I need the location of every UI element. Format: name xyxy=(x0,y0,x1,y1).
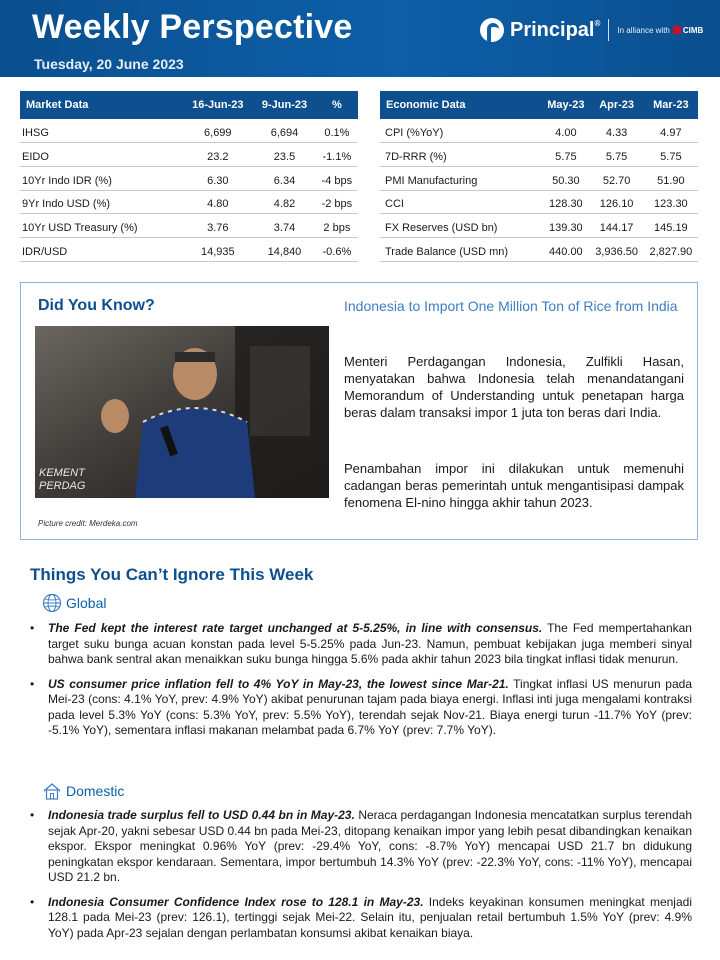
market-row-label: 10Yr USD Treasury (%) xyxy=(20,214,182,238)
domestic-news-lead: Indonesia trade surplus fell to USD 0.44 bn in May-23. xyxy=(48,808,355,822)
econ-row xyxy=(380,119,698,143)
market-data-table xyxy=(20,91,358,262)
section-title: Things You Can’t Ignore This Week xyxy=(30,565,314,584)
cimb-logo-icon xyxy=(673,26,681,34)
domestic-label: Domestic xyxy=(66,783,125,799)
market-cell: 3.74 xyxy=(253,214,315,238)
photo-text-line-2: PERDAG xyxy=(39,480,86,492)
econ-row xyxy=(380,214,698,238)
econ-cell: 5.75 xyxy=(542,143,589,167)
econ-cell: 145.19 xyxy=(644,214,698,238)
econ-cell: 3,936.50 xyxy=(589,237,643,261)
econ-header-cell: Economic Data xyxy=(380,91,542,119)
did-you-know-box xyxy=(20,282,698,540)
brand-registered-mark: ® xyxy=(594,18,601,28)
econ-cell: 126.10 xyxy=(589,190,643,214)
market-row xyxy=(20,237,358,261)
photo-credit: Picture credit: Merdeka.com xyxy=(38,519,138,528)
domestic-news-list xyxy=(30,808,692,950)
brand-logo xyxy=(480,18,703,42)
domestic-news-body: Indeks keyakinan konsumen meningkat menjadi 128.1 pada Mei-23 (prev: 126.1), tertinggi sejak Mei-22. Selain itu, penjualan retail bertumbuh 1.5% YoY (prev: 4.9% YoY) pada Apr-23 sejalan dengan perlambatan konsumsi akibat kenaikan biaya. xyxy=(48,894,692,940)
econ-table-body xyxy=(380,119,698,261)
econ-row xyxy=(380,237,698,261)
econ-row-label: CCI xyxy=(380,190,542,214)
econ-row xyxy=(380,190,698,214)
market-row xyxy=(20,166,358,190)
global-news-body: Tingkat inflasi US menurun pada Mei-23 (cons: 4.1% YoY, prev: 4.9% YoY) akibat penurunan tajam pada biaya energi. Inflasi inti juga mengalami kontraksi pada level 5.3% YoY (cons: 5.3% YoY, prev: 5.5% YoY), terendah sejak Nov-21. Biaya energi turun -11.7% YoY (prev: -5.1% YoY), sementara inflasi makanan melambat pada 6.7% YoY (prev: 7.7% YoY). xyxy=(48,676,692,737)
econ-header-cell: May-23 xyxy=(542,91,589,119)
global-news-item xyxy=(30,621,692,668)
market-cell: 3.76 xyxy=(182,214,253,238)
econ-cell: 51.90 xyxy=(644,166,698,190)
econ-header-cell: Mar-23 xyxy=(644,91,698,119)
econ-row-label: 7D-RRR (%) xyxy=(380,143,542,167)
econ-row xyxy=(380,143,698,167)
econ-row-label: CPI (%YoY) xyxy=(380,119,542,143)
market-cell: 6.30 xyxy=(182,166,253,190)
global-news-body: The Fed mempertahankan target suku bunga acuan konstan pada level 5-5.25% pada Jun-23. Namun, pembuat kebijakan juga memberi sinyal bahwa bank sentral akan menaikkan suku bunga hingga 5.6% pada akhir tahun 2023 bila tingkat inflasi tidak menurun. xyxy=(48,621,692,666)
econ-cell: 52.70 xyxy=(589,166,643,190)
did-you-know-paragraph-1: Menteri Perdagangan Indonesia, Zulfikli Hasan, menyatakan bahwa Indonesia telah menandatangani Memorandum of Understanding untuk penetapan harga beras dalam transaksi impor 1 juta ton beras dari India. xyxy=(344,354,684,420)
market-cell: -1.1% xyxy=(316,143,358,167)
market-row-label: EIDO xyxy=(20,143,182,167)
econ-row-label: FX Reserves (USD bn) xyxy=(380,214,542,238)
domestic-news-body: Neraca perdagangan Indonesia mencatatkan surplus terendah sejak Apr-20, yakni sebesar USD 0.44 bn pada Mei-23, ditopang kenaikan impor yang lebih pesat dibandingkan kenaikan ekspor. Ekspor meningkat 0.96% YoY (prev: -29.4% YoY, cons: -8.7% YoY) mencapai USD 21.7 bn didukung peningkatan ekspor kendaraan. Sementara, impor bertumbuh 14.3% YoY (prev: -22.3% YoY, cons: -11% YoY), mencapai USD 21.2 bn. xyxy=(48,808,693,884)
market-cell: 23.5 xyxy=(253,143,315,167)
page-title: Weekly Perspective xyxy=(32,8,353,46)
market-cell: 4.82 xyxy=(253,190,315,214)
domestic-subheading xyxy=(42,781,124,801)
photo-text-line-1: KEMENT xyxy=(39,467,85,479)
alliance-text: In alliance with xyxy=(617,25,670,35)
market-cell: -2 bps xyxy=(316,190,358,214)
econ-row-label: Trade Balance (USD mn) xyxy=(380,237,542,261)
global-label: Global xyxy=(66,595,107,611)
market-cell: 6,694 xyxy=(253,119,315,143)
speaker-photo-illustration xyxy=(35,326,329,498)
econ-table-header xyxy=(380,91,698,119)
econ-cell: 4.97 xyxy=(644,119,698,143)
photo-backdrop-text xyxy=(39,467,86,492)
globe-icon xyxy=(42,593,62,613)
market-cell: 14,840 xyxy=(253,237,315,261)
market-cell: 14,935 xyxy=(182,237,253,261)
econ-cell: 128.30 xyxy=(542,190,589,214)
econ-cell: 4.33 xyxy=(589,119,643,143)
market-cell: 0.1% xyxy=(316,119,358,143)
economic-data-table xyxy=(380,91,698,262)
alliance-label xyxy=(617,26,703,35)
did-you-know-title: Did You Know? xyxy=(38,297,155,314)
market-row xyxy=(20,119,358,143)
header-banner xyxy=(0,0,720,77)
global-subheading xyxy=(42,593,106,613)
econ-row-label: PMI Manufacturing xyxy=(380,166,542,190)
market-cell: 6,699 xyxy=(182,119,253,143)
econ-cell: 4.00 xyxy=(542,119,589,143)
market-cell: -0.6% xyxy=(316,237,358,261)
econ-cell: 123.30 xyxy=(644,190,698,214)
market-header-cell: 9-Jun-23 xyxy=(253,91,315,119)
market-cell: 4.80 xyxy=(182,190,253,214)
principal-logo-icon xyxy=(480,18,504,42)
market-cell: -4 bps xyxy=(316,166,358,190)
market-cell: 2 bps xyxy=(316,214,358,238)
market-cell: 23.2 xyxy=(182,143,253,167)
market-header-cell: % xyxy=(316,91,358,119)
econ-cell: 139.30 xyxy=(542,214,589,238)
market-row xyxy=(20,214,358,238)
market-row-label: 10Yr Indo IDR (%) xyxy=(20,166,182,190)
did-you-know-headline: Indonesia to Import One Million Ton of Rice from India xyxy=(344,298,678,314)
global-news-lead: US consumer price inflation fell to 4% YoY in May-23, the lowest since Mar-21. xyxy=(48,676,509,691)
market-row-label: IDR/USD xyxy=(20,237,182,261)
econ-header-cell: Apr-23 xyxy=(589,91,643,119)
market-cell: 6.34 xyxy=(253,166,315,190)
market-header-cell: 16-Jun-23 xyxy=(182,91,253,119)
econ-cell: 5.75 xyxy=(644,143,698,167)
domestic-news-lead: Indonesia Consumer Confidence Index rose to 128.1 in May-23. xyxy=(48,894,424,909)
market-row-label: IHSG xyxy=(20,119,182,143)
econ-cell: 2,827.90 xyxy=(644,237,698,261)
news-photo xyxy=(35,326,329,498)
market-table-body xyxy=(20,119,358,261)
brand-name: Principal® xyxy=(510,18,601,41)
market-table-header xyxy=(20,91,358,119)
global-news-item xyxy=(30,677,692,739)
publication-date: Tuesday, 20 June 2023 xyxy=(34,56,184,72)
market-row xyxy=(20,190,358,214)
domestic-news-item xyxy=(30,808,692,886)
econ-cell: 440.00 xyxy=(542,237,589,261)
house-icon xyxy=(42,781,62,801)
logo-divider xyxy=(608,19,609,41)
econ-cell: 50.30 xyxy=(542,166,589,190)
econ-cell: 5.75 xyxy=(589,143,643,167)
market-row xyxy=(20,143,358,167)
econ-cell: 144.17 xyxy=(589,214,643,238)
market-row-label: 9Yr Indo USD (%) xyxy=(20,190,182,214)
econ-row xyxy=(380,166,698,190)
global-news-list xyxy=(30,621,692,748)
market-header-cell: Market Data xyxy=(20,91,182,119)
did-you-know-paragraph-2: Penambahan impor ini dilakukan untuk memenuhi cadangan beras pemerintah untuk mengantisipasi dampak fenomena El-nino hingga akhir tahun 2023. xyxy=(344,461,684,510)
partner-name: CIMB xyxy=(682,25,704,35)
global-news-lead: The Fed kept the interest rate target unchanged at 5-5.25%, in line with consensus. xyxy=(48,621,543,635)
domestic-news-item xyxy=(30,895,692,942)
